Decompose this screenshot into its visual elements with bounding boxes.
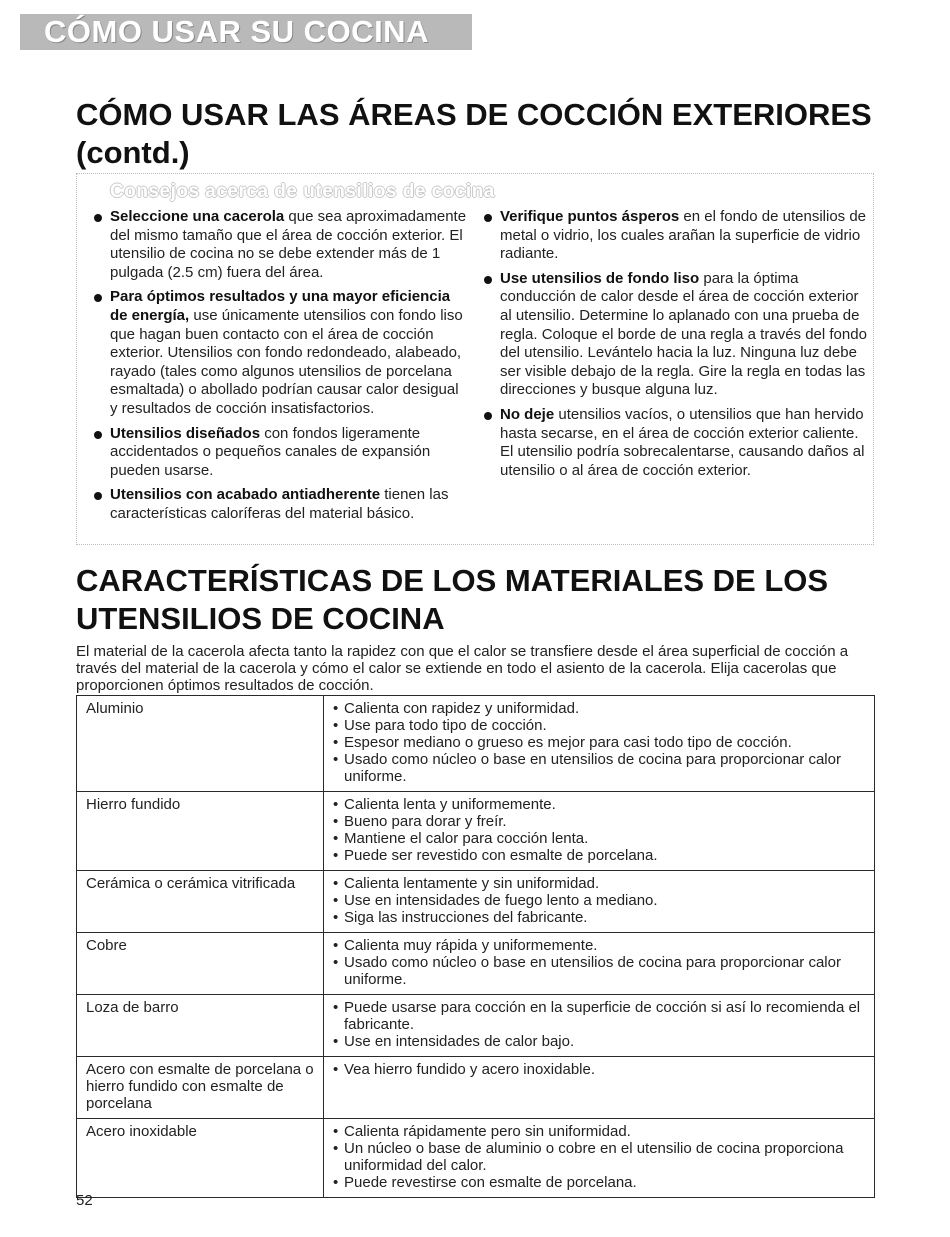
material-name: Acero con esmalte de porcelana o hierro fundido con esmalte de porcelana [77,1057,324,1119]
characteristic-item: • Un núcleo o base de aluminio o cobre en el utensilio de cocina proporciona uniformidad del calor. [333,1140,866,1174]
material-characteristics [324,871,875,933]
characteristic-list [333,1123,866,1191]
page-title-line-1: CÓMO USAR LAS ÁREAS DE COCCIÓN EXTERIORES [76,97,872,132]
characteristic-item: • Calienta muy rápida y uniformemente. [333,937,866,954]
characteristic-item: • Use para todo tipo de cocción. [333,717,866,734]
materials-intro: El material de la cacerola afecta tanto la rapidez con que el calor se transfiere desde el área superficial de cocción a través del material de la cacerola y cómo el calor se extiende en todo el asiento de la cacerola. Elija cacerolas que proporcionen óptimos resultados de cocción. [76,643,849,694]
characteristic-list [333,875,866,926]
characteristic-item: • Usado como núcleo o base en utensilios de cocina para proporcionar calor uniforme. [333,954,866,988]
tip-lead: Utensilios diseñados [110,424,261,442]
page-title [76,96,896,172]
table-row [77,696,875,792]
characteristic-list [333,796,866,864]
materials-table-body [77,696,875,1198]
material-characteristics [324,933,875,995]
material-characteristics [324,1057,875,1119]
tip-item [94,486,470,523]
tip-text: que sea aproximadamente del mismo tamaño que el área de cocción exterior. El utensilio de cocina no se debe extender más de 1 pulgada (2.5 cm) fuera del área. [110,208,467,281]
characteristic-item: • Siga las instrucciones del fabricante. [333,909,866,926]
tip-text: con fondos ligeramente accidentados o pequeños canales de expansión pueden usarse. [110,424,431,479]
materials-heading [76,562,896,638]
tip-item [94,425,470,481]
table-row [77,1057,875,1119]
tip-lead: Utensilios con acabado antiadherente [110,486,381,504]
materials-heading-line-1: CARACTERÍSTICAS DE LOS MATERIALES DE LOS [76,563,829,598]
tip-text: utensilios vacíos, o utensilios que han hervido hasta secarse, en el área de cocción exterior caliente. El utensilio podría sobrecalentarse, causando daños al utensilio o al área de cocción exterior. [500,405,865,479]
section-banner: CÓMO USAR SU COCINA [20,14,472,50]
characteristic-list [333,1061,866,1078]
tip-text: para la óptima conducción de calor desde el área de cocción exterior al utensilio. Determine lo aplanado con una prueba de regla. Coloque el borde de una regla a través del fondo del utensilio. Levántelo hacia la luz. Ninguna luz debe ser visible debajo de la regla. Gire la regla en todas las direcciones y busque alguna luz. [500,269,867,399]
tip-lead: No deje [500,405,555,423]
tip-lead: Use utensilios de fondo liso [500,269,700,287]
tip-item [484,406,870,480]
characteristic-item: • Espesor mediano o grueso es mejor para casi todo tipo de cocción. [333,734,866,751]
characteristic-item: • Use en intensidades de fuego lento a mediano. [333,892,866,909]
tip-item [94,288,470,418]
tip-text: tienen las características caloríferas del material básico. [110,486,449,522]
material-name: Cerámica o cerámica vitrificada [77,871,324,933]
characteristic-item: • Usado como núcleo o base en utensilios de cocina para proporcionar calor uniforme. [333,751,866,785]
characteristic-item: • Puede revestirse con esmalte de porcelana. [333,1174,866,1191]
characteristic-item: • Puede usarse para cocción en la superficie de cocción si así lo recomienda el fabricante. [333,999,866,1033]
table-row [77,1119,875,1198]
tips-right-column [484,208,870,486]
tip-item [94,208,470,282]
tip-item [484,208,870,264]
material-name: Loza de barro [77,995,324,1057]
tip-text: en el fondo de utensilios de metal o vidrio, los cuales arañan la superficie de vidrio radiante. [500,208,867,263]
page-number: 52 [76,1192,93,1209]
characteristic-item: • Puede ser revestido con esmalte de porcelana. [333,847,866,864]
material-name: Cobre [77,933,324,995]
table-row [77,871,875,933]
materials-table [76,695,875,1198]
materials-heading-line-2: UTENSILIOS DE COCINA [76,601,445,636]
tip-item [484,270,870,400]
material-name: Hierro fundido [77,792,324,871]
material-name: Aluminio [77,696,324,792]
page-title-line-2: (contd.) [76,135,190,170]
material-characteristics [324,1119,875,1198]
characteristic-item: • Use en intensidades de calor bajo. [333,1033,866,1050]
characteristic-item: • Calienta rápidamente pero sin uniformidad. [333,1123,866,1140]
table-row [77,995,875,1057]
tips-left-column [94,208,470,530]
characteristic-item: • Bueno para dorar y freír. [333,813,866,830]
material-characteristics [324,696,875,792]
tips-title: Consejos acerca de utensilios de cocina [110,181,495,202]
tip-text: use únicamente utensilios con fondo liso que hagan buen contacto con el área de cocción exterior. Utensilios con fondo redondeado, alabeado, rayado (tales como algunos utensilios de porcelana esmaltada) o abollado podrían causar calor desigual y resultados de cocción insatisfactorios. [110,306,463,417]
characteristic-item: • Calienta lentamente y sin uniformidad. [333,875,866,892]
tip-lead: Para óptimos resultados y una mayor eficiencia de energía, [110,288,451,324]
characteristic-list [333,700,866,785]
table-row [77,792,875,871]
tip-lead: Seleccione una cacerola [110,208,285,225]
characteristic-item: • Vea hierro fundido y acero inoxidable. [333,1061,866,1078]
characteristic-item: • Mantiene el calor para cocción lenta. [333,830,866,847]
material-name: Acero inoxidable [77,1119,324,1198]
characteristic-item: • Calienta con rapidez y uniformidad. [333,700,866,717]
material-characteristics [324,995,875,1057]
material-characteristics [324,792,875,871]
table-row [77,933,875,995]
characteristic-item: • Calienta lenta y uniformemente. [333,796,866,813]
characteristic-list [333,937,866,988]
characteristic-list [333,999,866,1050]
tip-lead: Verifique puntos ásperos [500,208,680,225]
